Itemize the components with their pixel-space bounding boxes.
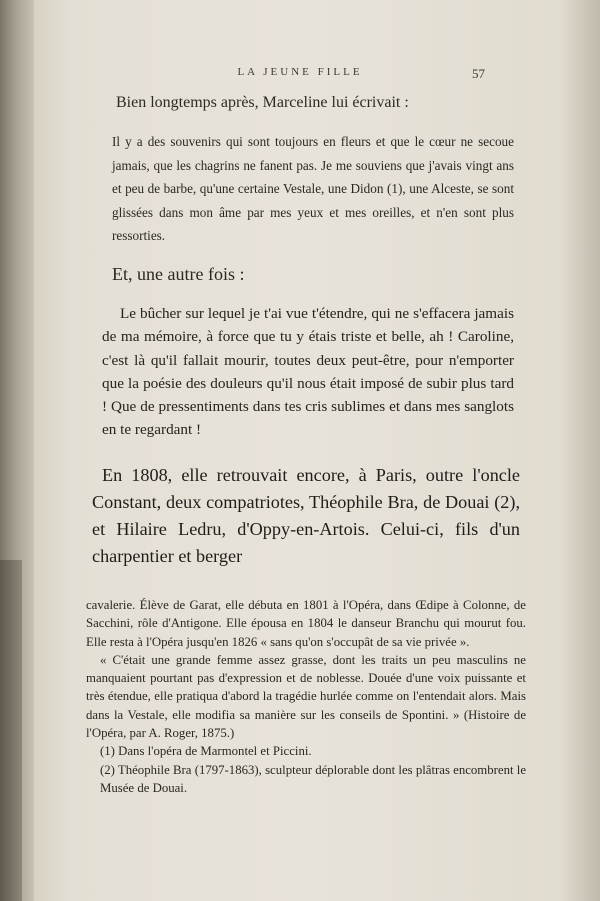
sub-intro-line: Et, une autre fois : bbox=[112, 264, 245, 284]
footnote-2: (2) Théophile Bra (1797-1863), sculpteur déplorable dont les plâtras encombrent le Musée de Douai. bbox=[100, 762, 526, 795]
page-number: 57 bbox=[472, 66, 485, 81]
running-head: LA JEUNE FILLE bbox=[237, 66, 363, 78]
quoted-letter-1: Il y a des souvenirs qui sont toujours en fleurs et que le cœur ne secoue jamais, que les chagrins ne fanent pas. Je me souviens que j'avais vingt ans et peu de barbe, qu'une certaine Vestale, une Didon (1), une Alceste, se sont glissées dans mon âme par mes yeux et mes oreilles, et n'en sont plus ressorties. bbox=[112, 134, 514, 243]
footnotes-block bbox=[86, 596, 526, 797]
footnote-quote: « C'était une grande femme assez grasse, dont les traits un peu masculins ne manquaient pourtant pas d'expression et de noblesse. Douée d'une voix puissante et très étendue, elle pratiqua d'abord la tragédie hurlée comme on l'entendait alors. Mais dans la Vestale, elle modifia sa manière sur les conseils de Spontini. » (Histoire de l'Opéra, par A. Roger, 1875.) bbox=[86, 652, 526, 741]
quoted-letter-2: Le bûcher sur lequel je t'ai vue t'étendre, qui ne s'effacera jamais de ma mémoire, à force que tu y étais triste et belle, ah ! Caroline, c'est là qu'il fallait mourir, toutes deux peut-être, pour n'emporter que la poésie des douleurs qu'il nous était imposé de subir plus tard ! Que de pressentiments dans tes cris sublimes et dans mes sanglots en te regardant ! bbox=[102, 305, 514, 439]
intro-line: Bien longtemps après, Marceline lui écrivait : bbox=[116, 94, 409, 111]
footnote-1: (1) Dans l'opéra de Marmontel et Piccini. bbox=[100, 744, 312, 759]
footnote-continued: cavalerie. Élève de Garat, elle débuta en 1801 à l'Opéra, dans Œdipe à Colonne, de Sacchini, rôle d'Antigone. Elle épousa en 1804 le danseur Branchu qui mourut fou. Elle resta à l'Opéra jusqu'en 1826 « sans qu'on s'occupât de sa vie privée ». bbox=[86, 598, 526, 649]
main-paragraph: En 1808, elle retrouvait encore, à Paris, outre l'oncle Constant, deux compatriotes, Théophile Bra, de Douai (2), et Hilaire Ledru, d'Oppy-en-Artois. Celui-ci, fils d'un charpentier et berger bbox=[92, 465, 520, 566]
page-edge-shadow bbox=[560, 0, 600, 901]
book-spine-lower bbox=[0, 560, 22, 901]
